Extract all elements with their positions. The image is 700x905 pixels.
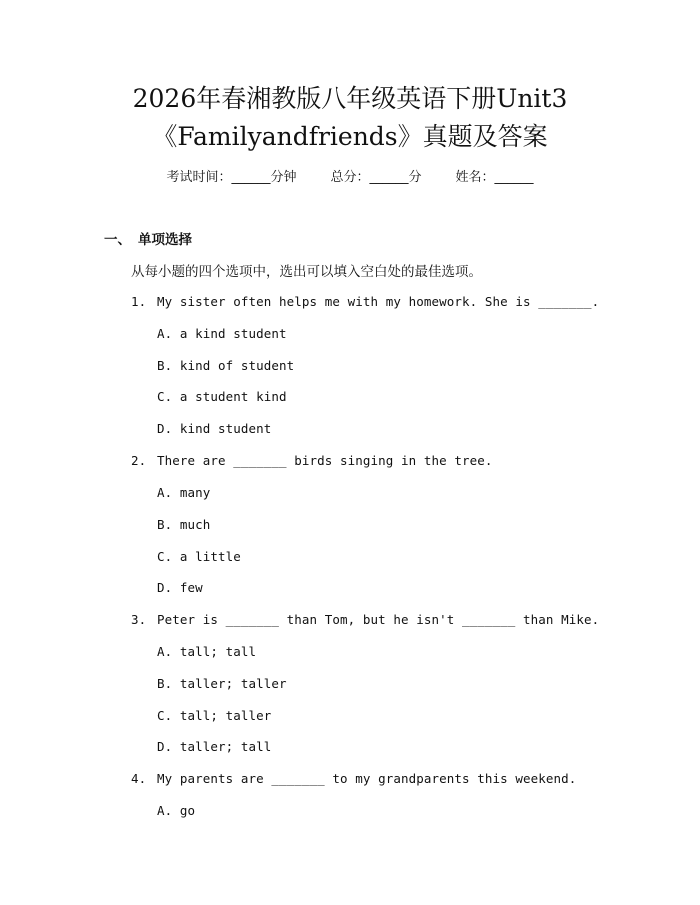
- answer-option: C. a student kind: [157, 389, 287, 404]
- section-number: 一、: [104, 232, 131, 248]
- exam-score-field: 总分：______分: [330, 170, 422, 185]
- question-text: Peter is _______ than Tom, but he isn't _______ than Mike.: [157, 612, 600, 627]
- section-heading: [104, 230, 192, 250]
- question-text: There are _______ birds singing in the tree.: [157, 453, 493, 468]
- answer-option: D. few: [157, 580, 203, 595]
- answer-option: B. kind of student: [157, 358, 295, 373]
- question-text: My parents are _______ to my grandparents this weekend.: [157, 771, 577, 786]
- question-number: 2.: [131, 453, 147, 468]
- question-number: 4.: [131, 771, 147, 786]
- answer-option: B. taller; taller: [157, 676, 287, 691]
- question-text: My sister often helps me with my homework. She is _______.: [157, 294, 600, 309]
- exam-name-field: 姓名：______: [455, 170, 534, 185]
- document-title-line1: 2026年春湘教版八年级英语下册Unit3: [132, 84, 568, 113]
- answer-option: D. taller; tall: [157, 739, 272, 754]
- answer-option: A. a kind student: [157, 326, 287, 341]
- section-title: 单项选择: [138, 232, 192, 248]
- document-title-line2: 《Familyandfriends》真题及答案: [152, 122, 548, 151]
- question-number: 1.: [131, 294, 147, 309]
- exam-info: [0, 168, 700, 188]
- question-number: 3.: [131, 612, 147, 627]
- answer-option: C. a little: [157, 549, 241, 564]
- exam-time-field: 考试时间：______分钟: [166, 170, 297, 185]
- answer-option: C. tall; taller: [157, 708, 272, 723]
- answer-option: B. much: [157, 517, 211, 532]
- answer-option: D. kind student: [157, 421, 272, 436]
- answer-option: A. go: [157, 803, 196, 818]
- answer-option: A. tall; tall: [157, 644, 257, 659]
- answer-option: A. many: [157, 485, 211, 500]
- section-instruction: 从每小题的四个选项中，选出可以填入空白处的最佳选项。: [131, 264, 482, 280]
